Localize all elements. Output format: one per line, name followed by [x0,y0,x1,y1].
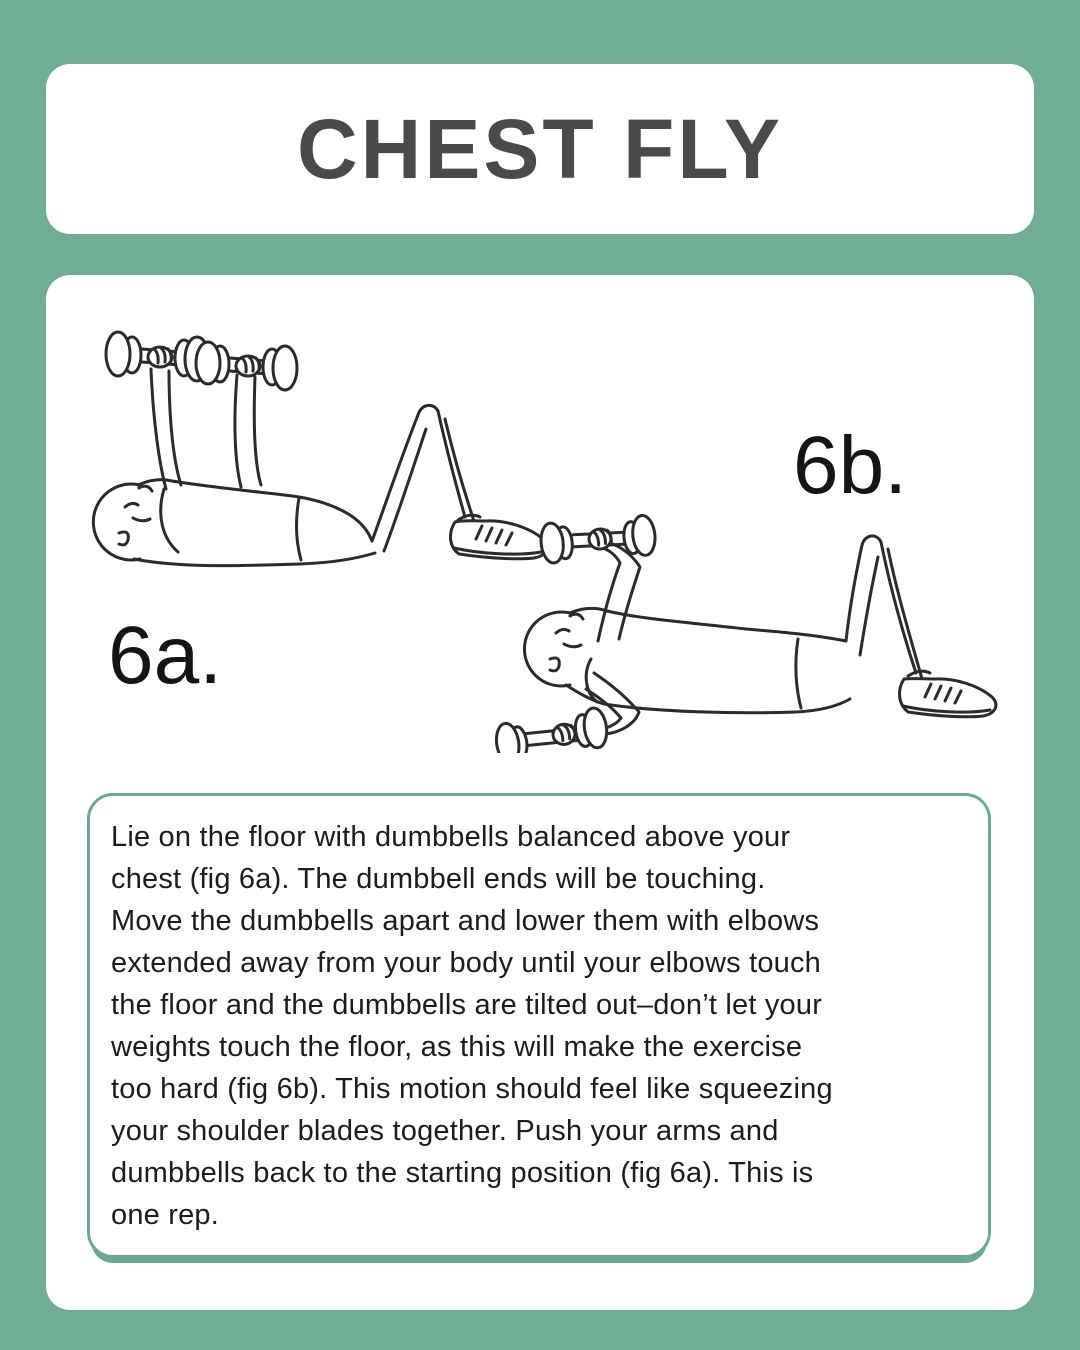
title-card [46,64,1034,234]
illustration-figure-6b [494,501,1026,753]
illustration-figure-6a [68,327,560,577]
instruction-line: chest (fig 6a). The dumbbell ends will be touching. [111,863,766,895]
instruction-line: extended away from your body until your elbows touch [111,947,822,979]
instruction-line: weights touch the floor, as this will make the exercise [111,1031,803,1063]
figure-label-6b: 6b. [793,420,907,511]
instruction-line: the floor and the dumbbells are tilted out–don’t let your [111,989,823,1021]
instructions-box [87,793,991,1258]
instruction-line: dumbbells back to the starting position (fig 6a). This is [111,1157,814,1189]
instruction-line: too hard (fig 6b). This motion should feel like squeezing [111,1073,833,1105]
instruction-line: Move the dumbbells apart and lower them with elbows [111,905,820,937]
instruction-line: Lie on the floor with dumbbells balanced above your [111,821,791,853]
content-card [46,275,1034,1310]
page-title: CHEST FLY [297,101,783,196]
instructions-text [111,816,970,1236]
figure-label-6a: 6a. [108,610,222,701]
instruction-line: one rep. [111,1199,220,1231]
instruction-line: your shoulder blades together. Push your arms and [111,1115,779,1147]
